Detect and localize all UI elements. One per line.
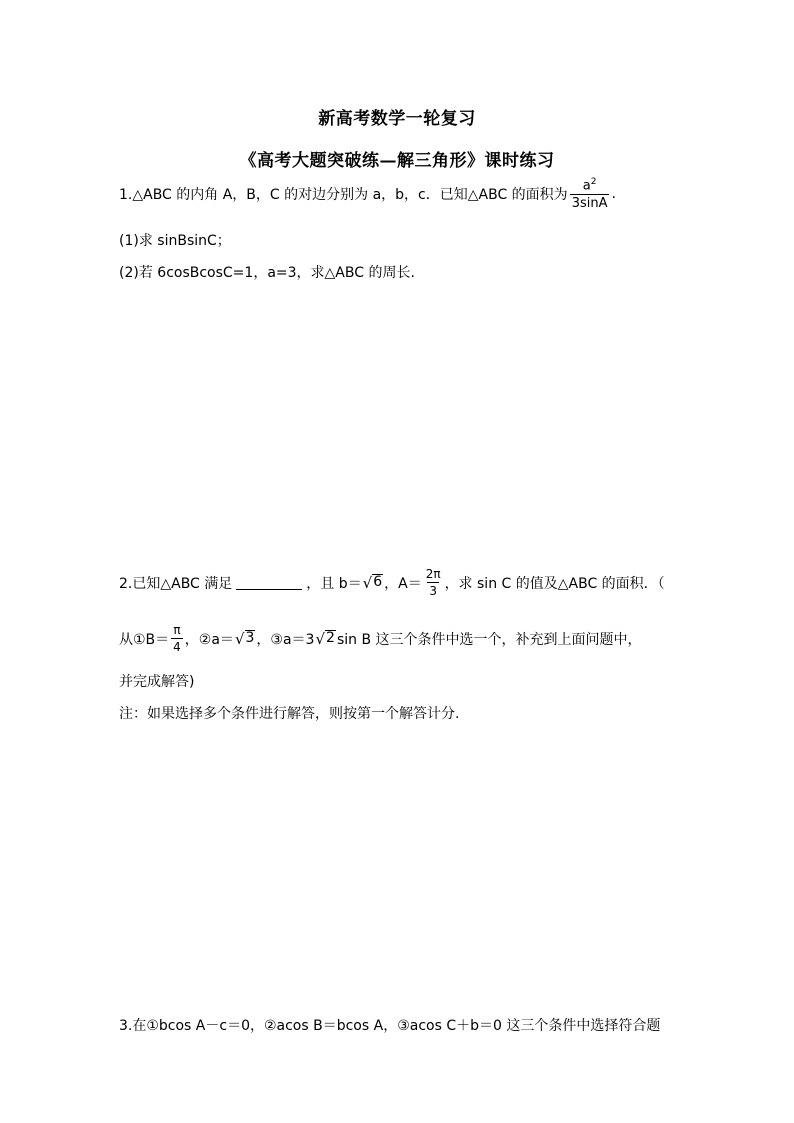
question-2-text-d: ，求 sin C 的值及△ABC 的面积．（ — [444, 575, 665, 592]
question-2-line-3: 并完成解答) — [119, 674, 195, 690]
numerator-base: a — [582, 178, 591, 194]
condition-3-rest: sin B 这三个条件中选一个，补充到上面问题中， — [336, 631, 642, 648]
angle-a-numerator: 2π — [425, 567, 441, 581]
question-1-part-1: (1)求 sinBsinC； — [119, 233, 231, 249]
question-1-end: . — [611, 186, 616, 203]
numerator-exponent: 2 — [590, 177, 597, 187]
question-1-part-2: (2)若 6cosBcosC=1，a=3，求△ABC 的周长. — [119, 265, 415, 281]
area-fraction-denominator: 3sinA — [571, 196, 608, 212]
fill-blank — [236, 575, 302, 590]
question-1-text: 1.△ABC 的内角 A，B，C 的对边分别为 a，b，c．已知△ABC 的面积为 — [119, 187, 568, 204]
question-2-text-c: ，A＝ — [384, 575, 422, 592]
document-title: 新高考数学一轮复习 — [318, 109, 476, 129]
sqrt-2-arg: 2 — [326, 630, 335, 647]
angle-a-fraction — [424, 568, 443, 597]
condition-2-text: ，②a＝ — [184, 631, 234, 648]
angle-b-fraction — [171, 624, 183, 653]
sqrt-2: √ 2 — [315, 629, 335, 648]
document-subtitle: 《高考大题突破练—解三角形》课时练习 — [239, 151, 555, 171]
angle-b-denominator: 4 — [173, 640, 181, 654]
question-2-note: 注：如果选择多个条件进行解答，则按第一个解答计分. — [119, 706, 460, 722]
angle-a-denominator: 3 — [429, 584, 437, 598]
question-1-stem — [119, 178, 616, 210]
sqrt-6-arg: 6 — [373, 574, 383, 591]
angle-b-numerator: π — [173, 623, 181, 637]
condition-1-text: 从①B＝ — [119, 631, 170, 648]
question-2-text-a: 2.已知△ABC 满足 — [119, 575, 233, 592]
question-2-stem — [119, 568, 665, 597]
sqrt-3: √ 3 — [234, 629, 255, 648]
sqrt-6: √ 6 — [362, 573, 383, 592]
condition-3-text: ，③a＝3 — [256, 631, 315, 648]
question-3-stem: 3.在①bcos A－c＝0，②acos B＝bcos A，③acos C＋b＝0 这三个条件中选择符合题 — [119, 1018, 661, 1034]
area-fraction-numerator — [581, 178, 599, 194]
question-2-conditions — [119, 624, 642, 653]
area-fraction — [570, 178, 610, 210]
question-2-text-b: ，且 b＝ — [306, 575, 362, 592]
sqrt-3-arg: 3 — [245, 630, 255, 647]
